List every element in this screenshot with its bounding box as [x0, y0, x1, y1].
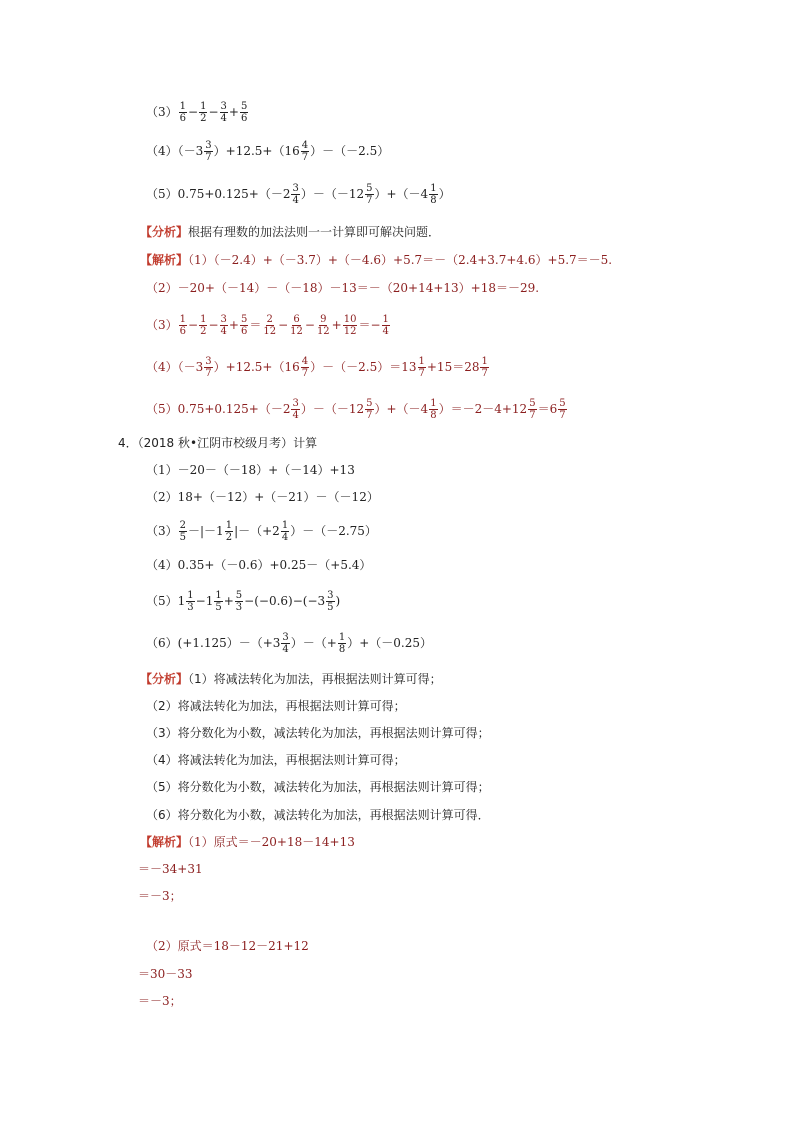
- text: ）+（－4: [374, 187, 429, 201]
- numerator: 1: [225, 520, 233, 531]
- denominator: 4: [382, 326, 389, 337]
- numerator: 2: [179, 520, 187, 531]
- numerator: 1: [382, 314, 389, 325]
- numerator: 9: [320, 314, 327, 325]
- operator: −: [304, 318, 315, 332]
- analysis-4-4: [146, 751, 406, 769]
- denominator: 7: [301, 368, 309, 379]
- operator: +: [331, 318, 342, 332]
- fraction: [204, 356, 212, 379]
- numerator: 4: [301, 356, 309, 367]
- operator: −: [208, 105, 219, 119]
- numerator: 5: [366, 398, 373, 409]
- numerator: 5: [559, 398, 566, 409]
- fraction: [480, 356, 488, 379]
- solution-text: （1）原式＝－20+18－14+13: [188, 835, 355, 849]
- solution-text: ＝－3；: [138, 994, 182, 1008]
- denominator: 5: [215, 602, 222, 613]
- solution-4-5: [138, 965, 193, 983]
- numerator: 3: [220, 101, 227, 112]
- numerator: 3: [292, 398, 299, 409]
- denominator: 8: [430, 410, 437, 421]
- fraction: [240, 314, 248, 337]
- operator: +: [223, 594, 234, 608]
- numerator: 2: [266, 314, 273, 325]
- denominator: 5: [179, 532, 187, 543]
- operator: +: [228, 105, 239, 119]
- solution-3-2: [146, 279, 539, 297]
- denominator: 6: [179, 113, 187, 124]
- solution-4-1: [140, 833, 355, 851]
- analysis-tag: 【分析】: [140, 672, 189, 686]
- denominator: 4: [220, 326, 227, 337]
- question-4-item-5: [146, 590, 340, 613]
- numerator: 1: [179, 314, 187, 325]
- fraction: [235, 590, 243, 613]
- denominator: 4: [220, 113, 227, 124]
- denominator: 3: [187, 602, 194, 613]
- analysis-4-6: [146, 806, 490, 824]
- problem-3-5: [146, 183, 451, 206]
- fraction: [204, 140, 212, 163]
- solution-4-3: [138, 887, 182, 905]
- operator: −: [370, 318, 381, 332]
- numerator: 5: [235, 590, 243, 601]
- fraction: [418, 356, 426, 379]
- question-title: 4．（2018 秋•江阴市校级月考）计算: [118, 436, 318, 450]
- solution-text: （2）－20+（－14）－（－18）－13＝－（20+14+13）+18＝－29.: [146, 281, 540, 295]
- analysis-4-2: [146, 697, 406, 715]
- numerator: 5: [240, 101, 248, 112]
- text: |－（+2: [234, 524, 280, 538]
- analysis-4-1: [140, 670, 442, 688]
- numerator: 1: [179, 101, 187, 112]
- denominator: 5: [327, 602, 334, 613]
- fraction: [186, 590, 194, 613]
- text: ）+（－4: [374, 402, 429, 416]
- fraction: [240, 101, 248, 124]
- text: ）－（－2.5）＝13: [310, 360, 417, 374]
- text: −(−0.6)−(−3: [244, 594, 326, 608]
- denominator: 2: [200, 113, 207, 124]
- denominator: 2: [225, 532, 233, 543]
- operator: +: [228, 318, 239, 332]
- denominator: 8: [430, 195, 437, 206]
- numerator: 1: [418, 356, 425, 367]
- numerator: 1: [281, 520, 289, 531]
- text: （6）(+1.125）－（+3: [146, 636, 281, 650]
- fraction: [429, 183, 437, 206]
- question-4-title: [118, 434, 317, 452]
- question-4-item-6: [146, 632, 432, 655]
- numerator: 10: [343, 314, 357, 325]
- denominator: 12: [290, 326, 303, 337]
- denominator: 4: [281, 532, 289, 543]
- analysis-4-5: [146, 778, 490, 796]
- text: ）－（－12: [300, 402, 365, 416]
- item-label: （5）1: [146, 594, 186, 608]
- problem-3-4: [146, 140, 389, 163]
- denominator: 7: [418, 368, 425, 379]
- numerator: 6: [293, 314, 300, 325]
- solution-4-4: [146, 937, 309, 955]
- text: ）＝－2－4+12: [438, 402, 528, 416]
- fraction: [220, 101, 228, 124]
- text: +15＝28: [426, 360, 480, 374]
- equals: ＝: [358, 318, 371, 332]
- text: ）－（+: [290, 636, 337, 650]
- text: ＝6: [537, 402, 558, 416]
- solution-3-1: [140, 251, 612, 269]
- solution-text: （2）原式＝18－12－21+12: [146, 939, 309, 953]
- fraction: [326, 590, 334, 613]
- numerator: 3: [327, 590, 334, 601]
- item-label: （3）: [146, 318, 178, 332]
- solution-3-5: [146, 398, 568, 421]
- fraction: [225, 520, 233, 543]
- solution-3-4: [146, 356, 490, 379]
- fraction: [528, 398, 536, 421]
- fraction: [281, 632, 289, 655]
- numerator: 1: [200, 101, 207, 112]
- text: −1: [195, 594, 214, 608]
- fraction: [316, 314, 331, 337]
- fraction: [291, 398, 299, 421]
- item-label: （3）: [146, 524, 178, 538]
- analysis-3: [140, 223, 440, 241]
- operator: −: [188, 105, 199, 119]
- numerator: 1: [200, 314, 207, 325]
- item-label: （4）: [146, 360, 178, 374]
- fraction: [365, 398, 373, 421]
- item-text: （2）18+（－12）+（－21）－（－12）: [146, 490, 379, 504]
- denominator: 7: [205, 368, 212, 379]
- fraction: [281, 520, 289, 543]
- fraction: [382, 314, 390, 337]
- fraction: [179, 520, 187, 543]
- text: ）－（－12: [300, 187, 365, 201]
- denominator: 7: [301, 152, 309, 163]
- text: ）+（－0.25）: [347, 636, 433, 650]
- fraction: [179, 101, 187, 124]
- denominator: 7: [366, 195, 373, 206]
- analysis-text: （4）将减法转化为加法，再根据法则计算可得；: [146, 753, 406, 767]
- question-4-item-4: [146, 556, 371, 574]
- analysis-text: （5）将分数化为小数，减法转化为加法，再根据法则计算可得；: [146, 780, 490, 794]
- analysis-text: （6）将分数化为小数，减法转化为加法，再根据法则计算可得．: [146, 808, 490, 822]
- fraction: [301, 356, 309, 379]
- analysis-text: （2）将减法转化为加法，再根据法则计算可得；: [146, 699, 406, 713]
- fraction: [262, 314, 277, 337]
- numerator: 3: [220, 314, 227, 325]
- item-label: （5）: [146, 187, 178, 201]
- numerator: 1: [481, 356, 488, 367]
- denominator: 12: [263, 326, 277, 337]
- fraction: [220, 314, 228, 337]
- fraction: [429, 398, 437, 421]
- denominator: 6: [240, 326, 248, 337]
- numerator: 3: [205, 140, 212, 151]
- solution-tag: 【解析】: [140, 253, 189, 267]
- numerator: 1: [338, 632, 346, 643]
- text: 0.75+0.125+（－2: [177, 402, 291, 416]
- solution-4-2: [138, 860, 203, 878]
- denominator: 7: [559, 410, 566, 421]
- operator: −: [278, 318, 289, 332]
- fraction: [338, 632, 346, 655]
- question-4-item-3: [146, 520, 377, 543]
- numerator: 5: [529, 398, 536, 409]
- numerator: 1: [187, 590, 194, 601]
- denominator: 7: [205, 152, 212, 163]
- solution-text: ＝30－33: [138, 967, 193, 981]
- denominator: 4: [292, 195, 299, 206]
- numerator: 1: [430, 398, 437, 409]
- fraction: [365, 183, 373, 206]
- item-label: （3）: [146, 105, 178, 119]
- fraction: [214, 590, 222, 613]
- numerator: 4: [301, 140, 309, 151]
- fraction: [343, 314, 358, 337]
- item-label: （5）: [146, 402, 178, 416]
- denominator: 7: [529, 410, 536, 421]
- denominator: 4: [292, 410, 299, 421]
- solution-tag: 【解析】: [140, 835, 189, 849]
- text: （－3: [177, 360, 204, 374]
- numerator: 5: [240, 314, 248, 325]
- numerator: 3: [282, 632, 289, 643]
- solution-3-3: [146, 314, 391, 337]
- equals: ＝: [249, 318, 262, 332]
- item-label: （4）: [146, 144, 178, 158]
- text: ）+12.5+（16: [213, 360, 300, 374]
- analysis-text: （3）将分数化为小数，减法转化为加法，再根据法则计算可得；: [146, 726, 490, 740]
- text: ）: [438, 187, 451, 201]
- denominator: 6: [240, 113, 248, 124]
- solution-4-6: [138, 992, 182, 1010]
- solution-text: （1）（－2.4）+（－3.7）+（－4.6）+5.7＝－（2.4+3.7+4.6）+5.7＝－5.: [188, 253, 613, 267]
- fraction: [301, 140, 309, 163]
- item-text: （4）0.35+（－0.6）+0.25－（+5.4）: [146, 558, 372, 572]
- denominator: 12: [343, 326, 357, 337]
- fraction: [199, 314, 207, 337]
- analysis-text: 根据有理数的加法法则一一计算即可解决问题．: [188, 225, 441, 239]
- operator: −: [208, 318, 219, 332]
- denominator: 7: [366, 410, 373, 421]
- text: （－3: [177, 144, 204, 158]
- denominator: 8: [338, 644, 346, 655]
- numerator: 3: [205, 356, 212, 367]
- denominator: 6: [179, 326, 187, 337]
- item-text: （1）－20－（－18）+（－14）+13: [146, 463, 355, 477]
- operator: −: [188, 318, 199, 332]
- question-4-item-2: [146, 488, 379, 506]
- solution-text: ＝－3；: [138, 889, 182, 903]
- numerator: 1: [430, 183, 437, 194]
- numerator: 1: [215, 590, 222, 601]
- fraction: [558, 398, 566, 421]
- numerator: 5: [366, 183, 373, 194]
- solution-text: ＝－34+31: [138, 862, 203, 876]
- text: ）+12.5+（16: [213, 144, 300, 158]
- denominator: 7: [481, 368, 488, 379]
- text: ): [335, 594, 341, 608]
- denominator: 2: [200, 326, 207, 337]
- fraction: [179, 314, 187, 337]
- analysis-4-3: [146, 724, 490, 742]
- numerator: 3: [292, 183, 299, 194]
- fraction: [291, 183, 299, 206]
- text: ）－（－2.5）: [310, 144, 390, 158]
- problem-3-3: [146, 101, 249, 124]
- denominator: 4: [282, 644, 289, 655]
- analysis-text: （1）将减法转化为加法，再根据法则计算可得；: [188, 672, 442, 686]
- fraction: [289, 314, 304, 337]
- analysis-tag: 【分析】: [140, 225, 189, 239]
- denominator: 3: [235, 602, 243, 613]
- question-4-item-1: [146, 461, 355, 479]
- text: －|－1: [188, 524, 224, 538]
- denominator: 12: [316, 326, 330, 337]
- fraction: [199, 101, 207, 124]
- text: ）－（－2.75）: [290, 524, 377, 538]
- text: 0.75+0.125+（－2: [177, 187, 291, 201]
